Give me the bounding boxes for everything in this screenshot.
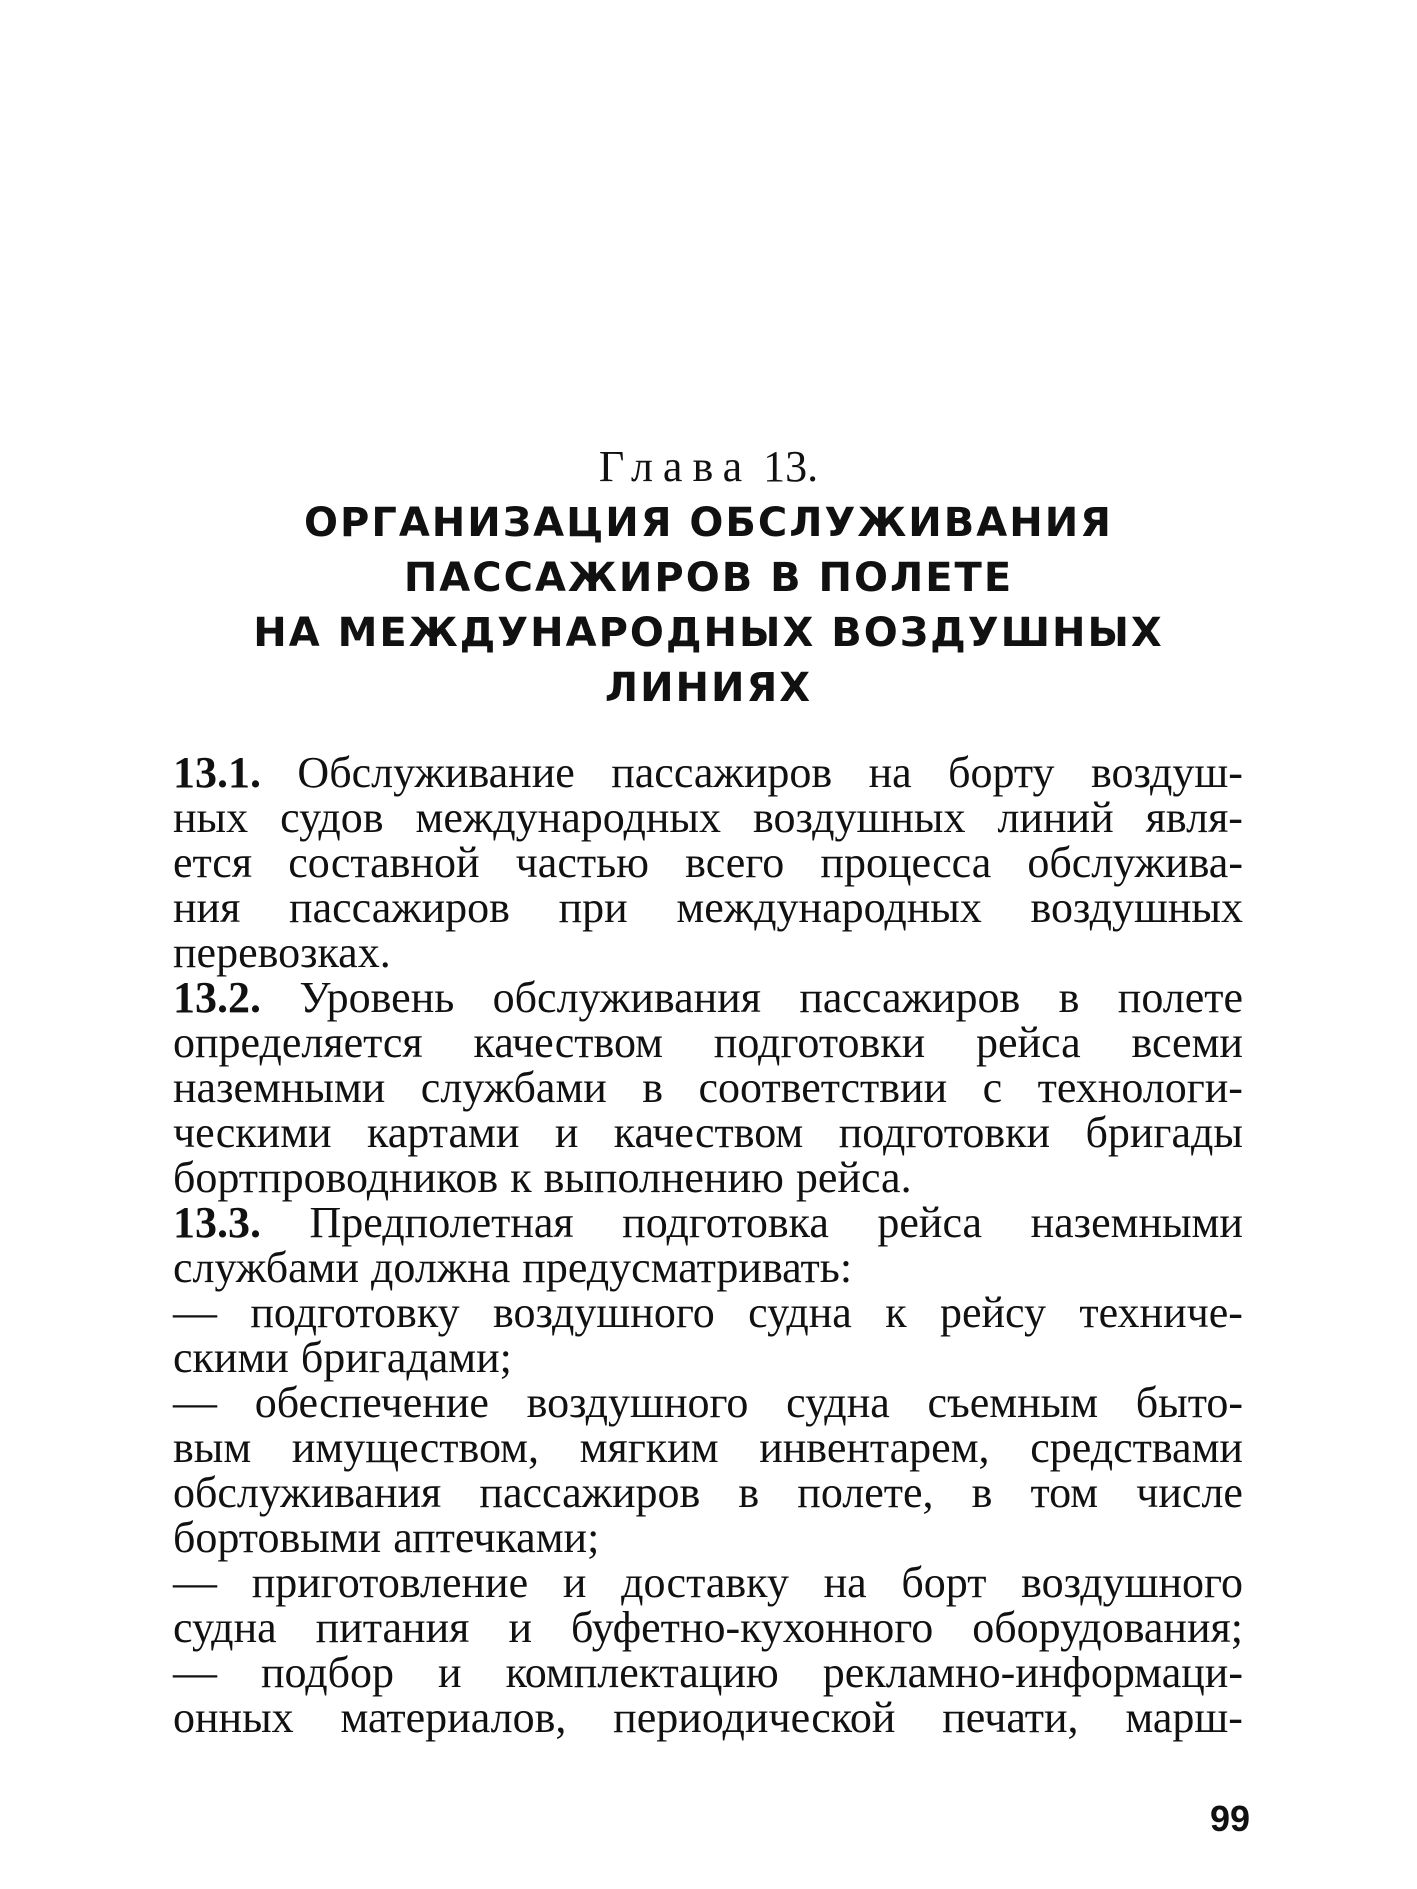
word: службами xyxy=(173,1243,360,1292)
word: службами xyxy=(420,1063,607,1112)
paragraph-number: 13.2. xyxy=(173,973,261,1022)
word: быто- xyxy=(1135,1378,1243,1427)
word: международных xyxy=(676,883,982,932)
word: в xyxy=(738,1468,760,1517)
word: комплектацию xyxy=(505,1648,779,1697)
word: к xyxy=(885,1288,907,1337)
word: линий xyxy=(997,793,1114,842)
word: подбор xyxy=(260,1648,395,1697)
word: в xyxy=(1058,973,1080,1022)
text-line xyxy=(173,1380,1243,1425)
word: наземными xyxy=(173,1063,386,1112)
paragraph-13-1 xyxy=(173,750,1243,975)
word: частью xyxy=(515,838,650,887)
word: борту xyxy=(948,748,1055,797)
paragraph-13-2 xyxy=(173,975,1243,1200)
word: воздушных xyxy=(1030,883,1243,932)
word: и xyxy=(562,1558,587,1607)
word: ется xyxy=(173,838,253,887)
word: процесса xyxy=(820,838,992,887)
word: бортпроводников xyxy=(173,1153,499,1202)
word: вым xyxy=(173,1423,252,1472)
word: ческими xyxy=(173,1108,332,1157)
word: питания xyxy=(315,1603,470,1652)
chapter-word: Глава xyxy=(598,442,753,491)
word: — xyxy=(173,1648,217,1697)
word: судна xyxy=(748,1288,852,1337)
word: полете, xyxy=(797,1468,934,1517)
text-line xyxy=(173,1290,1243,1335)
text-line xyxy=(173,1605,1243,1650)
paragraph-13-3 xyxy=(173,1200,1243,1290)
word: судна xyxy=(173,1603,277,1652)
word: судна xyxy=(786,1378,890,1427)
word: подготовки xyxy=(713,1018,926,1067)
chapter-title xyxy=(0,496,1417,716)
text-line xyxy=(173,1200,1243,1245)
word: ния xyxy=(173,883,241,932)
word: выполнению xyxy=(543,1153,784,1202)
word: воздушного xyxy=(1021,1558,1243,1607)
text-line xyxy=(173,975,1243,1020)
word: пассажиров xyxy=(479,1468,701,1517)
word: пассажиров xyxy=(799,973,1021,1022)
word: рейсу xyxy=(939,1288,1046,1337)
word: мягким xyxy=(579,1423,719,1472)
word: явля- xyxy=(1145,793,1243,842)
text-line xyxy=(173,1560,1243,1605)
word: — xyxy=(173,1378,217,1427)
word: — xyxy=(173,1288,217,1337)
word: рейса. xyxy=(795,1153,912,1202)
word: и xyxy=(554,1108,579,1157)
word: рейса xyxy=(877,1198,983,1247)
text-line xyxy=(173,1245,1243,1290)
list-item xyxy=(173,1560,1243,1650)
word: приготовление xyxy=(251,1558,529,1607)
text-line xyxy=(173,1110,1243,1155)
word: обслуживания xyxy=(492,973,761,1022)
word: на xyxy=(868,748,912,797)
word: рейса xyxy=(975,1018,1081,1067)
word: всего xyxy=(685,838,785,887)
word: и xyxy=(508,1603,532,1652)
word: аптечками; xyxy=(393,1513,600,1562)
list-item xyxy=(173,1290,1243,1380)
list-item xyxy=(173,1380,1243,1560)
title-line: ОРГАНИЗАЦИЯ ОБСЛУЖИВАНИЯ xyxy=(304,500,1113,546)
text-line xyxy=(173,1650,1243,1695)
word: и xyxy=(438,1648,462,1697)
title-line: НА МЕЖДУНАРОДНЫХ ВОЗДУШНЫХ xyxy=(253,610,1164,656)
word: при xyxy=(558,883,628,932)
word: наземными xyxy=(1030,1198,1243,1247)
word: рекламно-информаци- xyxy=(822,1648,1243,1697)
word: обслуживания xyxy=(173,1468,442,1517)
word: печати, xyxy=(942,1693,1079,1742)
word: в xyxy=(642,1063,664,1112)
word: воздуш- xyxy=(1090,748,1243,797)
text-line xyxy=(173,1155,1243,1200)
word: всеми xyxy=(1131,1018,1243,1067)
word: — xyxy=(173,1558,217,1607)
paragraph-number: 13.1. xyxy=(173,748,261,797)
word: съемным xyxy=(927,1378,1099,1427)
word: должна xyxy=(371,1243,511,1292)
word: подготовка xyxy=(622,1198,829,1247)
text-line xyxy=(173,1065,1243,1110)
word: числе xyxy=(1136,1468,1243,1517)
word: буфетно-кухонного xyxy=(571,1603,934,1652)
word: определяется xyxy=(173,1018,423,1067)
word: техниче- xyxy=(1079,1288,1243,1337)
word: перевозках. xyxy=(173,928,391,977)
word: соответствии xyxy=(698,1063,948,1112)
word: скими xyxy=(173,1333,289,1382)
word: бригадами; xyxy=(300,1333,512,1382)
word: марш- xyxy=(1125,1693,1243,1742)
word: материалов, xyxy=(340,1693,567,1742)
word: бортовыми xyxy=(173,1513,382,1562)
word: инвентарем, xyxy=(759,1423,990,1472)
text-line xyxy=(173,1335,1243,1380)
word: на xyxy=(823,1558,867,1607)
word: подготовку xyxy=(250,1288,460,1337)
word: доставку xyxy=(621,1558,789,1607)
text-line xyxy=(173,840,1243,885)
dash-list xyxy=(173,1290,1243,1740)
text-line xyxy=(173,885,1243,930)
text-line xyxy=(173,1020,1243,1065)
word: к xyxy=(510,1153,532,1202)
chapter-heading xyxy=(0,440,1417,494)
text-line xyxy=(173,1515,1243,1560)
word: пассажиров xyxy=(611,748,833,797)
text-line xyxy=(173,750,1243,795)
word: в xyxy=(971,1468,993,1517)
word: Уровень xyxy=(299,973,455,1022)
word: средствами xyxy=(1030,1423,1243,1472)
word: имуществом, xyxy=(291,1423,539,1472)
text-line xyxy=(173,1425,1243,1470)
word: предусматривать: xyxy=(522,1243,853,1292)
word: воздушного xyxy=(492,1288,715,1337)
word: Обслуживание xyxy=(297,748,575,797)
text-line xyxy=(173,795,1243,840)
word: международных xyxy=(415,793,721,842)
chapter-number: 13. xyxy=(763,442,819,491)
body-text xyxy=(173,750,1243,1740)
word: обслужива- xyxy=(1027,838,1243,887)
word: бригады xyxy=(1085,1108,1243,1157)
word: оборудования; xyxy=(972,1603,1243,1652)
word: онных xyxy=(173,1693,294,1742)
title-line: ЛИНИЯХ xyxy=(604,665,813,711)
page-number: 99 xyxy=(1209,1798,1250,1839)
text-line xyxy=(173,1695,1243,1740)
word: воздушного xyxy=(526,1378,749,1427)
word: борт xyxy=(901,1558,987,1607)
word: том xyxy=(1030,1468,1099,1517)
word: подготовки xyxy=(838,1108,1051,1157)
word: составной xyxy=(288,838,480,887)
word: с xyxy=(982,1063,1003,1112)
word: пассажиров xyxy=(289,883,510,932)
title-line: ПАССАЖИРОВ В ПОЛЕТЕ xyxy=(403,555,1014,601)
word: судов xyxy=(280,793,384,842)
word: воздушных xyxy=(753,793,966,842)
paragraph-number: 13.3. xyxy=(173,1198,261,1247)
word: ных xyxy=(173,793,249,842)
word: обеспечение xyxy=(254,1378,489,1427)
text-line xyxy=(173,930,1243,975)
word: картами xyxy=(367,1108,520,1157)
text-line xyxy=(173,1470,1243,1515)
word: качеством xyxy=(473,1018,663,1067)
word: качеством xyxy=(613,1108,804,1157)
word: технологи- xyxy=(1037,1063,1243,1112)
word: полете xyxy=(1117,973,1243,1022)
word: периодической xyxy=(613,1693,896,1742)
word: Предполетная xyxy=(309,1198,574,1247)
list-item xyxy=(173,1650,1243,1740)
